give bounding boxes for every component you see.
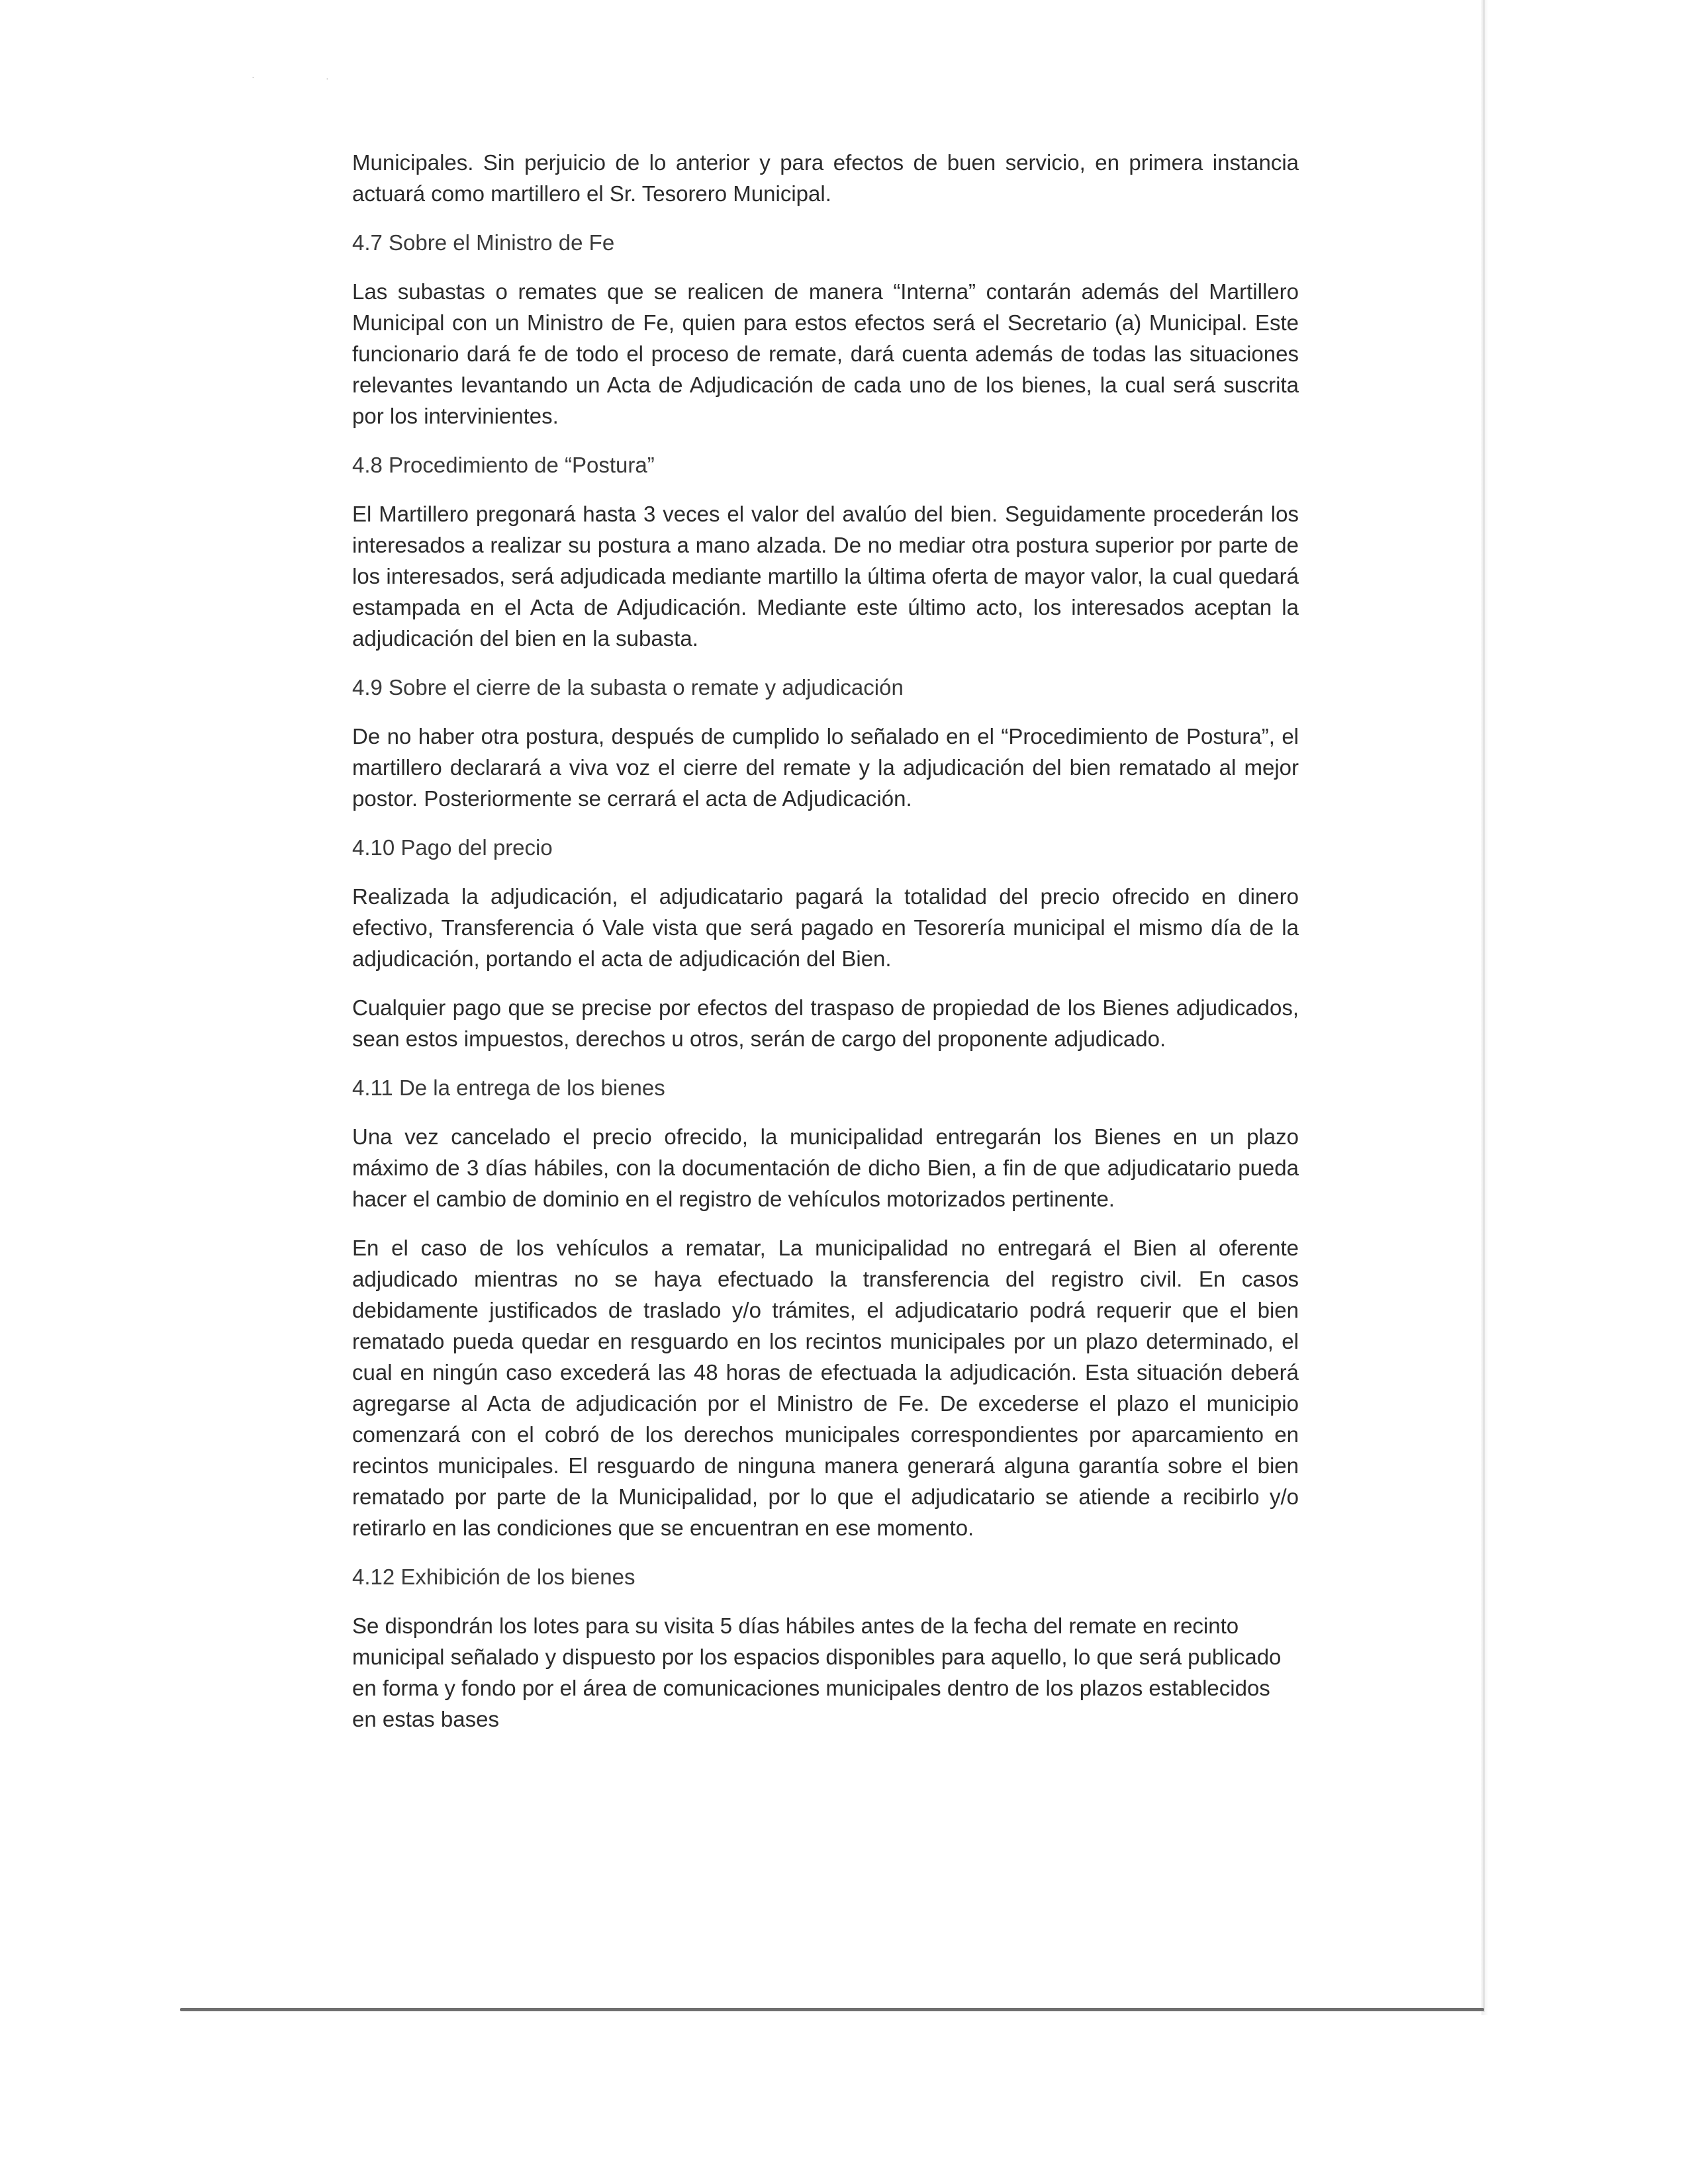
section-heading-4-7: 4.7 Sobre el Ministro de Fe <box>352 230 615 255</box>
section-4-9-paragraph: De no haber otra postura, después de cumplido lo señalado en el “Procedimiento de Postura”, el martillero declarará a viva voz el cierre del remate y la adjudicación del bien rematado al mejor postor. Posteriormente se cerrará el acta de Adjudicación. <box>352 724 1299 811</box>
section-heading-4-11: 4.11 De la entrega de los bienes <box>352 1075 665 1100</box>
section-heading-4-9: 4.9 Sobre el cierre de la subasta o remate y adjudicación <box>352 675 904 700</box>
page-edge <box>1483 0 1485 2012</box>
scan-speck: · <box>252 71 255 82</box>
document-body <box>352 147 1299 1752</box>
footer-divider <box>180 2008 1484 2011</box>
section-heading-4-10: 4.10 Pago del precio <box>352 835 553 860</box>
section-heading-4-8: 4.8 Procedimiento de “Postura” <box>352 453 655 477</box>
intro-paragraph: Municipales. Sin perjuicio de lo anterior y para efectos de buen servicio, en primera instancia actuará como martillero el Sr. Tesorero Municipal. <box>352 150 1299 206</box>
section-4-8-paragraph: El Martillero pregonará hasta 3 veces el valor del avalúo del bien. Seguidamente procederán los interesados a realizar su postura a mano alzada. De no mediar otra postura superior por parte de los interesados, será adjudicada mediante martillo la última oferta de mayor valor, la cual quedará estampada en el Acta de Adjudicación. Mediante este último acto, los interesados aceptan la adjudicación del bien en la subasta. <box>352 502 1299 651</box>
section-4-12-paragraph: Se dispondrán los lotes para su visita 5 días hábiles antes de la fecha del remate en recinto municipal señalado y dispuesto por los espacios disponibles para aquello, lo que será publicado en forma y fondo por el área de comunicaciones municipales dentro de los plazos establecidos en estas bases <box>352 1614 1282 1731</box>
section-4-7-paragraph: Las subastas o remates que se realicen de manera “Interna” contarán además del Martillero Municipal con un Ministro de Fe, quien para estos efectos será el Secretario (a) Municipal. Este funcionario dará fe de todo el proceso de remate, dará cuenta además de todas las situaciones relevantes levantando un Acta de Adjudicación de cada uno de los bienes, la cual será suscrita por los intervinientes. <box>352 279 1299 428</box>
section-4-11-paragraph-2: En el caso de los vehículos a rematar, La municipalidad no entregará el Bien al oferente adjudicado mientras no se haya efectuado la transferencia del registro civil. En casos debidamente justificados de traslado y/o trámites, el adjudicatario podrá requerir que el bien rematado pueda quedar en resguardo en los recintos municipales por un plazo determinado, el cual en ningún caso excederá las 48 horas de efectuada la adjudicación. Esta situación deberá agregarse al Acta de adjudicación por el Ministro de Fe. De excederse el plazo el municipio comenzará con el cobró de los derechos municipales correspondientes por aparcamiento en recintos municipales. El resguardo de ninguna manera generará alguna garantía sobre el bien rematado por parte de la Municipalidad, por lo que el adjudicatario se atiende a recibirlo y/o retirarlo en las condiciones que se encuentran en ese momento. <box>352 1236 1299 1540</box>
section-heading-4-12: 4.12 Exhibición de los bienes <box>352 1565 635 1589</box>
section-4-10-paragraph-2: Cualquier pago que se precise por efectos del traspaso de propiedad de los Bienes adjudicados, sean estos impuestos, derechos u otros, serán de cargo del proponente adjudicado. <box>352 995 1299 1051</box>
scan-speck: · <box>326 73 329 83</box>
section-4-10-paragraph-1: Realizada la adjudicación, el adjudicatario pagará la totalidad del precio ofrecido en dinero efectivo, Transferencia ó Vale vista que será pagado en Tesorería municipal el mismo día de la adjudicación, portando el acta de adjudicación del Bien. <box>352 884 1299 971</box>
section-4-11-paragraph-1: Una vez cancelado el precio ofrecido, la municipalidad entregarán los Bienes en un plazo máximo de 3 días hábiles, con la documentación de dicho Bien, a fin de que adjudicatario pueda hacer el cambio de dominio en el registro de vehículos motorizados pertinente. <box>352 1124 1299 1211</box>
